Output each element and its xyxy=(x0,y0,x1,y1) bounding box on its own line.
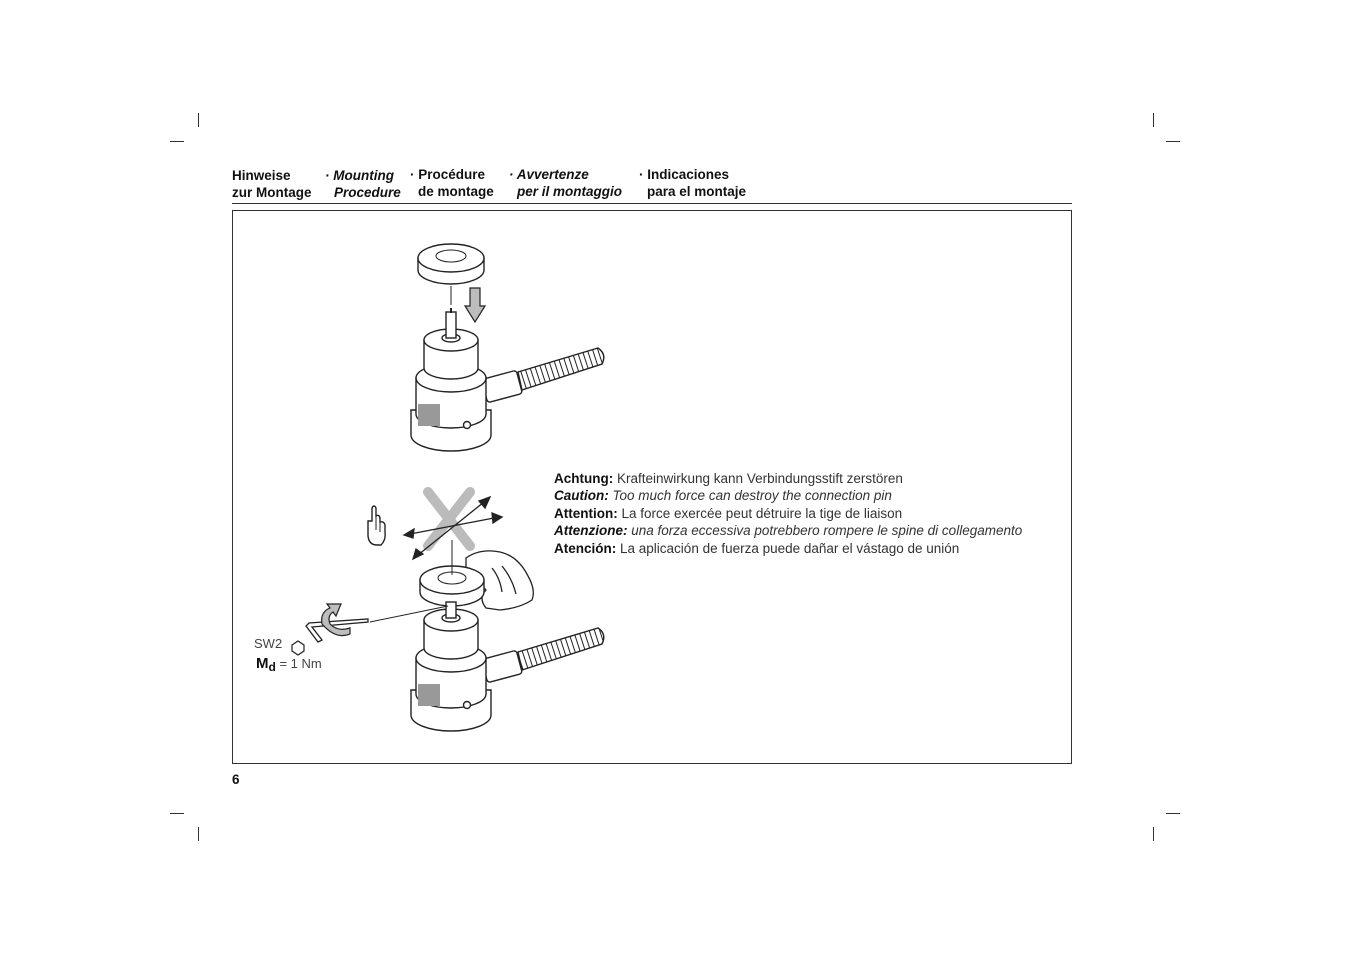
coupling-disk-top xyxy=(418,244,484,284)
encoder-top xyxy=(411,308,604,451)
header-italian-line2: per il montaggio xyxy=(517,183,623,199)
header-german-line2: zur Montage xyxy=(232,184,312,200)
rotate-arrow-icon xyxy=(322,604,350,636)
down-arrow-icon xyxy=(465,288,485,322)
note-french: Attention: La force exercée peut détruire la tige de liaison xyxy=(554,505,903,521)
hex-nut-icon xyxy=(292,641,304,655)
header-spanish-line1: · Indicaciones xyxy=(639,167,730,182)
header-italian-line1: · Avvertenze xyxy=(509,167,589,182)
pointing-hand-icon xyxy=(368,506,385,545)
header-german-line1: Hinweise xyxy=(232,168,291,183)
caution-notes xyxy=(554,470,1022,557)
header-spanish-line2: para el montaje xyxy=(647,183,747,199)
encoder-bottom xyxy=(411,602,604,731)
header-french-line2: de montage xyxy=(418,183,494,199)
wrench-size-label: SW2 xyxy=(254,636,283,651)
torque-label: $M_d = 1$ Nm xyxy=(256,655,322,674)
page-number: 6 xyxy=(232,772,240,787)
note-spanish: Atención: La aplicación de fuerza puede dañar el vástago de unión xyxy=(554,540,960,556)
header-english-line1: · Mounting xyxy=(325,168,394,183)
note-english: Caution: Too much force can destroy the connection pin xyxy=(554,488,892,504)
header-french-line1: · Procédure xyxy=(410,167,486,182)
note-italian: Attenzione: una forza eccessiva potrebbero rompere le spine di collegamento xyxy=(554,523,1023,539)
note-german: Achtung: Krafteinwirkung kann Verbindungsstift zerstören xyxy=(554,471,903,486)
header-english-line2: Procedure xyxy=(334,184,401,200)
